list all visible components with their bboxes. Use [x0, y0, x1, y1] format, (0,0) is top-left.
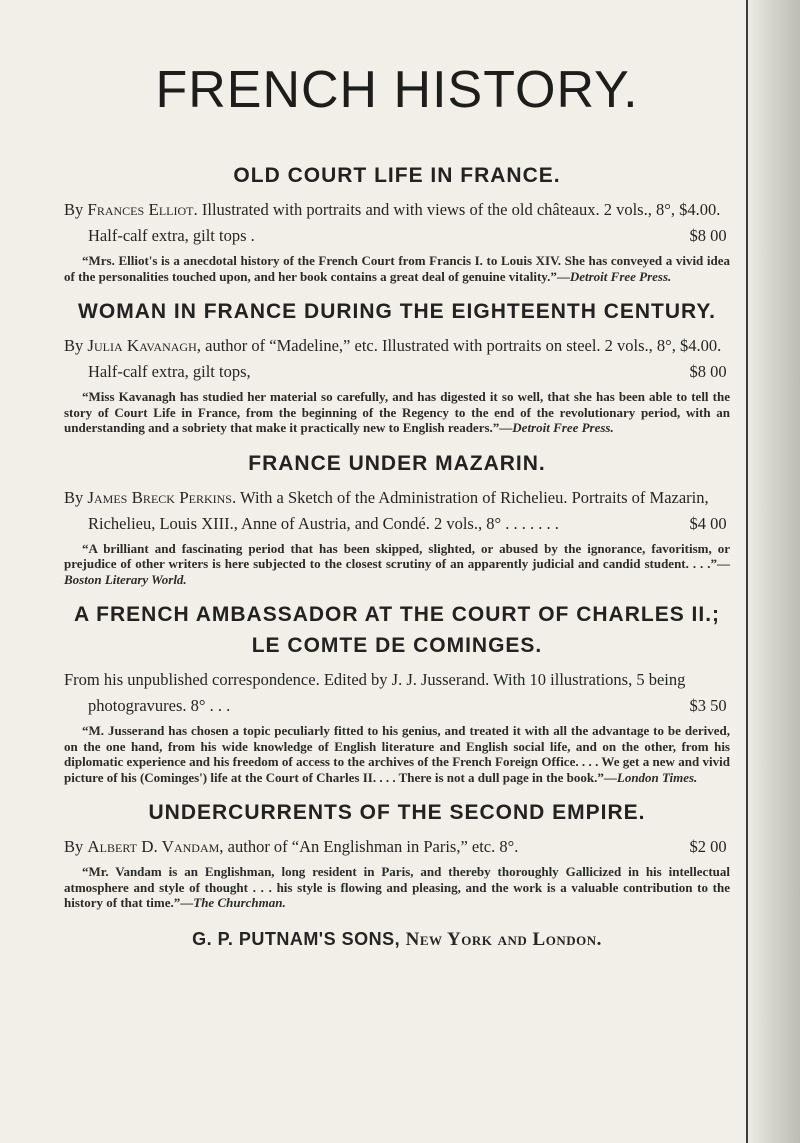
entry-author: James Breck Perkins. — [87, 487, 237, 507]
book-entry — [64, 797, 730, 911]
entry-review-quote: “M. Jusserand has chosen a topic peculiarly fitted to his genius, and treated it with all the advantage to be derived, on the one hand, from his wide knowledge of English literature and English social life, and on the other, from his diplomatic experience and his freedom of access to the archives of the French Foreign Office. . . . We get a new and vivid picture of his (Cominges') life at the Court of Charles II. . . . There is not a dull page in the book.”—London Times. — [64, 723, 730, 785]
entry-title: WOMAN IN FRANCE DURING THE EIGHTEENTH CENTURY. — [78, 300, 716, 323]
entry-byline: By James Breck Perkins. With a Sketch of the Administration of Richelieu. Portraits of Mazarin, Richelieu, Louis XIII., Anne of Austria, and Condé. 2 vols., 8° . . . . . . . $4 00 — [64, 485, 730, 537]
book-entry — [64, 599, 730, 785]
entry-byline: By Frances Elliot. Illustrated with portraits and with views of the old châteaux. 2 vols., 8°, $4.00. Half-calf extra, gilt tops . $8 00 — [64, 197, 730, 249]
entry-review-quote: “Mr. Vandam is an Englishman, long resident in Paris, and thereby thoroughly Gallicized in his intellectual atmosphere and style of thought . . . his style is flowing and pleasing, and the work is a valuable contribution to the history of that time.”—The Churchman. — [64, 864, 730, 910]
entry-price: $3 50 — [689, 696, 727, 715]
entry-byline: From his unpublished correspondence. Edited by J. J. Jusserand. With 10 illustrations, 5 being photogravures. 8° . . . $3 50 — [64, 667, 730, 719]
entry-author: Frances Elliot. — [87, 200, 198, 219]
entry-review-quote: “Miss Kavanagh has studied her material so carefully, and has digested it so well, that she has been able to tell the story of Court Life in France, from the beginning of the Regency to the end of the revolutionary period, with an understanding and a sobriety that make it practically new to English readers.”—Detroit Free Press. — [64, 389, 730, 435]
review-source: Boston Literary World. — [64, 571, 187, 587]
page-content — [64, 60, 730, 951]
book-entry — [64, 296, 730, 436]
entry-price: $2 00 — [689, 837, 727, 856]
entry-price: $8 00 — [689, 362, 727, 381]
publisher-imprint: G. P. PUTNAM'S SONS, New York and London. — [192, 928, 602, 950]
review-source: Detroit Free Press. — [512, 420, 614, 435]
entry-title: A FRENCH AMBASSADOR AT THE COURT OF CHARLES II.; LE COMTE DE COMINGES. — [73, 603, 721, 657]
review-source: Detroit Free Press. — [569, 268, 672, 284]
entry-author: Julia Kavanagh, — [87, 336, 202, 355]
entry-review-quote: “Mrs. Elliot's is a anecdotal history of the French Court from Francis I. to Louis XIV. She has conveyed a vivid idea of the personalities touched upon, and her book contains a great deal of genuine vitality.”—Detroit Free Press. — [64, 253, 730, 284]
entry-price: $4 00 — [689, 513, 727, 533]
page-edge — [746, 0, 800, 1143]
page-title: FRENCH HISTORY. — [155, 61, 639, 119]
book-entry — [64, 160, 730, 284]
entry-review-quote: “A brilliant and fascinating period that has been skipped, slighted, or abused by the ignorance, favoritism, or prejudice of other writers is here subjected to the closest scrutiny of an apparently judicial and candid student. . . .”—Boston Literary World. — [64, 540, 730, 587]
entry-title: FRANCE UNDER MAZARIN. — [248, 451, 546, 475]
entry-title: OLD COURT LIFE IN FRANCE. — [233, 164, 561, 187]
entry-price: $8 00 — [689, 226, 727, 245]
entry-author: Albert D. Vandam, — [87, 837, 224, 856]
review-source: The Churchman. — [193, 895, 286, 910]
entry-byline: By Julia Kavanagh, author of “Madeline,” etc. Illustrated with portraits on steel. 2 vols., 8°, $4.00. Half-calf extra, gilt tops, $8 00 — [64, 333, 730, 385]
review-source: London Times. — [616, 769, 698, 785]
entry-title: UNDERCURRENTS OF THE SECOND EMPIRE. — [148, 801, 646, 824]
entry-byline: By Albert D. Vandam, author of “An Englishman in Paris,” etc. 8°. $2 00 — [64, 834, 730, 860]
book-entry — [64, 448, 730, 588]
